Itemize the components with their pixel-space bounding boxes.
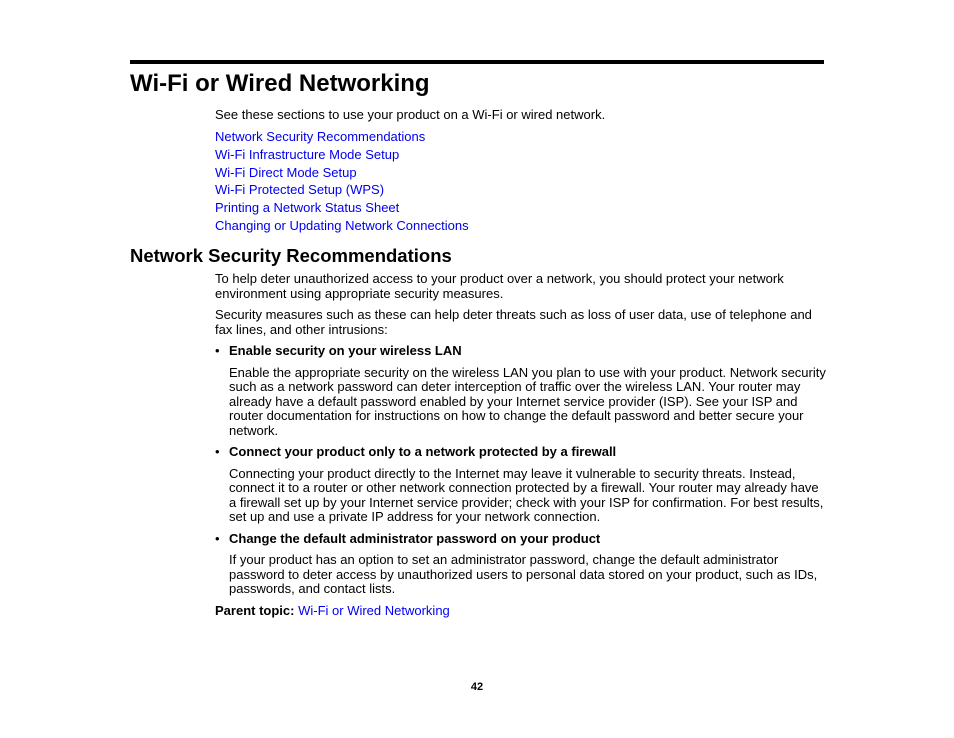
page-number: 42 xyxy=(470,681,484,693)
link-wifi-direct-mode-setup[interactable]: Wi-Fi Direct Mode Setup xyxy=(215,164,357,180)
bullet-icon: • xyxy=(215,530,220,546)
link-wifi-protected-setup[interactable]: Wi-Fi Protected Setup (WPS) xyxy=(215,182,385,198)
section-body xyxy=(215,272,827,625)
page-title: Wi-Fi or Wired Networking xyxy=(130,70,430,97)
link-changing-network-connections[interactable]: Changing or Updating Network Connections xyxy=(215,217,469,233)
bullet-text: Enable the appropriate security on the wireless LAN you plan to use with your product. Network security such as a network password can deter interception of traffic over the wireless LAN. Your router may already have a default password enabled by your Internet service provider (ISP). See your ISP and router documentation for instructions on how to change the default password and better secure your network. xyxy=(229,364,826,438)
bullet-item xyxy=(215,445,827,525)
parent-topic-label: Parent topic: xyxy=(215,602,295,618)
bullet-text: If your product has an option to set an administrator password, change the default administrator password to deter access by unauthorized users to personal data stored on your product, such as IDs, passwords, and contact lists. xyxy=(229,552,818,596)
bullet-icon: • xyxy=(215,444,220,459)
parent-topic xyxy=(215,604,827,619)
security-bullet-list xyxy=(215,344,827,597)
toc-item xyxy=(215,128,469,146)
parent-topic-link[interactable]: Wi-Fi or Wired Networking xyxy=(298,602,450,618)
toc-item xyxy=(215,181,469,199)
toc-item xyxy=(215,217,469,235)
bullet-icon: • xyxy=(215,343,220,358)
topic-link-list xyxy=(215,128,469,235)
link-network-security-recommendations[interactable]: Network Security Recommendations xyxy=(215,129,426,144)
top-rule xyxy=(130,60,824,64)
link-printing-network-status-sheet[interactable]: Printing a Network Status Sheet xyxy=(215,200,400,216)
link-wifi-infrastructure-mode-setup[interactable]: Wi-Fi Infrastructure Mode Setup xyxy=(215,146,400,162)
toc-item xyxy=(215,146,469,164)
bullet-title: Change the default administrator password on your product xyxy=(229,530,601,546)
bullet-item xyxy=(215,532,827,597)
bullet-title: Enable security on your wireless LAN xyxy=(229,343,462,358)
section-title: Network Security Recommendations xyxy=(130,245,452,266)
toc-item xyxy=(215,199,469,217)
bullet-text: Connecting your product directly to the Internet may leave it vulnerable to security threats. Instead, connect it to a router or other network connection protected by a firewall. Your router may already have a firewall set up by your Internet service provider; check with your ISP for confirmation. For best results, set up and use a private IP address for your network connection. xyxy=(229,465,824,524)
toc-item xyxy=(215,164,469,182)
section-paragraph: Security measures such as these can help deter threats such as loss of user data, use of telephone and fax lines, and other intrusions: xyxy=(215,307,812,337)
section-paragraph: To help deter unauthorized access to your product over a network, you should protect your network environment using appropriate security measures. xyxy=(215,271,784,301)
bullet-title: Connect your product only to a network protected by a firewall xyxy=(229,444,617,459)
intro-text: See these sections to use your product on a Wi-Fi or wired network. xyxy=(215,107,606,122)
bullet-item xyxy=(215,344,827,438)
